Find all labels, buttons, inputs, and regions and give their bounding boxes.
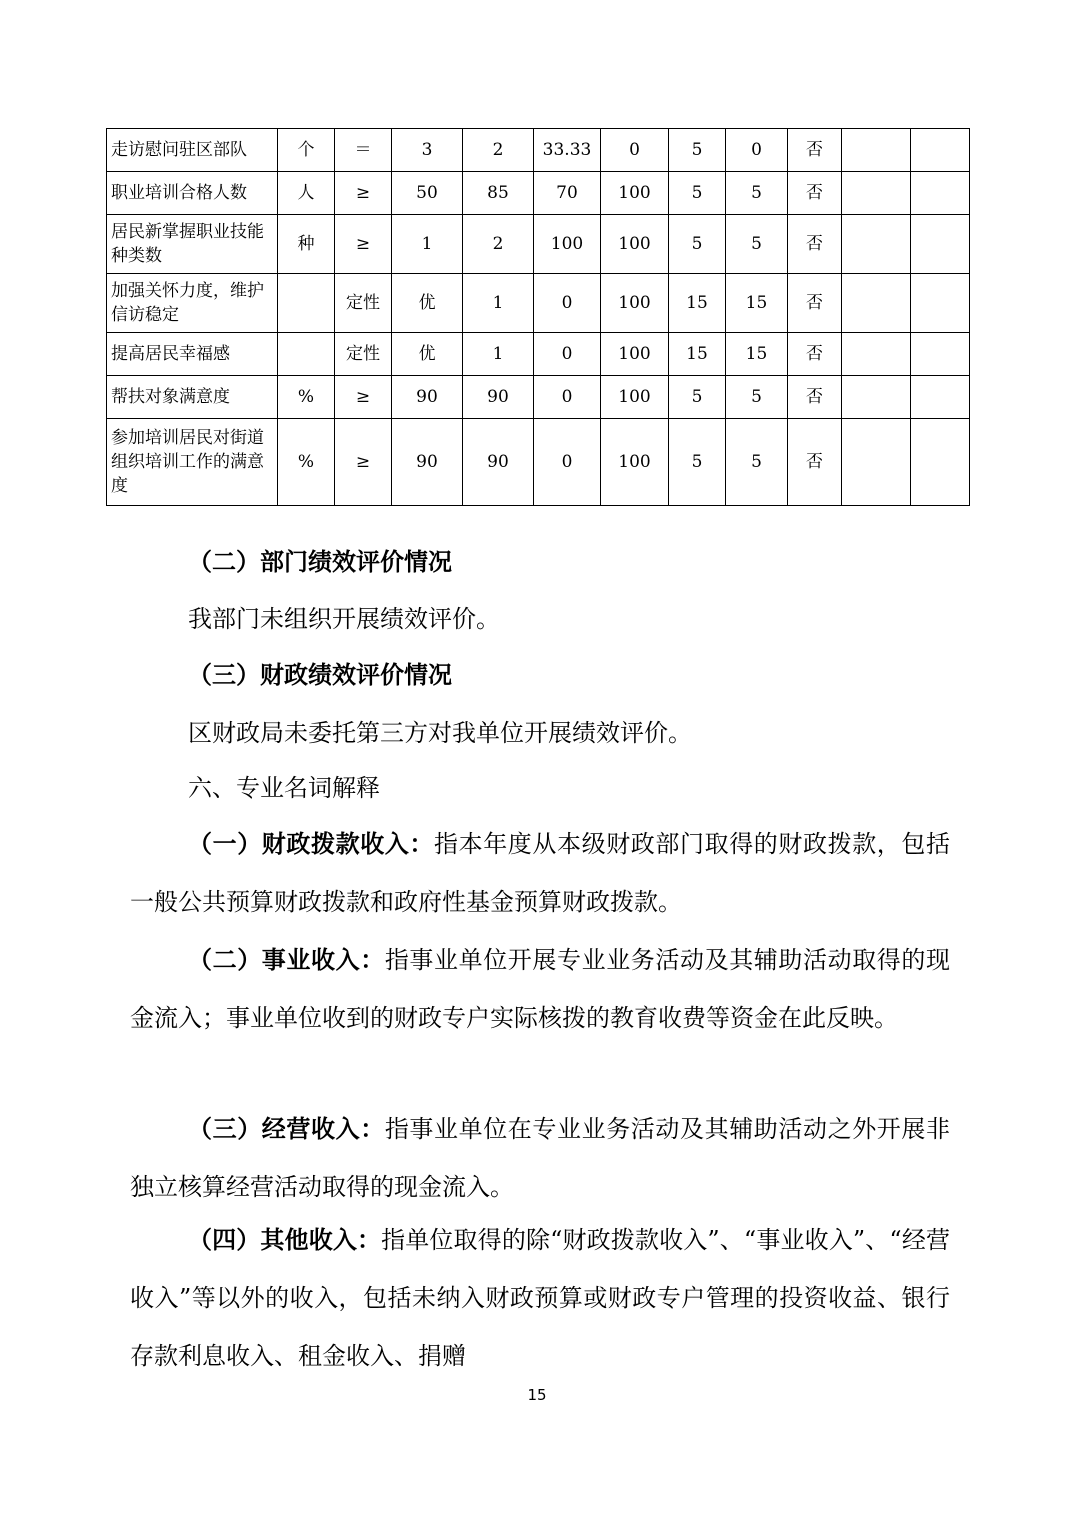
cell-target: 优 <box>392 274 463 333</box>
term-text: 指事业单位开展专业业务活动及其辅助活动取得的现金流入；事业单位收到的财政专户实际核拨的教育收费等资金在此反映。 <box>130 946 951 1032</box>
cell-flag: 否 <box>788 333 842 376</box>
term-label: （三）经营收入： <box>188 1115 385 1143</box>
cell-deviation: 0 <box>601 129 669 172</box>
table-row <box>107 274 970 333</box>
cell-rate: 0 <box>534 376 601 419</box>
cell-flag: 否 <box>788 419 842 506</box>
cell-c12 <box>911 215 970 274</box>
cell-unit: % <box>278 376 335 419</box>
term-paragraph-1 <box>130 815 950 931</box>
cell-unit: 人 <box>278 172 335 215</box>
cell-name: 帮扶对象满意度 <box>107 376 278 419</box>
cell-name: 居民新掌握职业技能种类数 <box>107 215 278 274</box>
page-number: 15 <box>527 1386 547 1404</box>
fin-eval-heading: （三）财政绩效评价情况 <box>188 661 452 689</box>
cell-c11 <box>842 376 911 419</box>
cell-unit: % <box>278 419 335 506</box>
cell-weight: 15 <box>669 274 726 333</box>
cell-unit <box>278 274 335 333</box>
cell-weight: 5 <box>669 129 726 172</box>
cell-target: 90 <box>392 419 463 506</box>
cell-name: 走访慰问驻区部队 <box>107 129 278 172</box>
cell-unit: 个 <box>278 129 335 172</box>
cell-actual: 2 <box>463 215 534 274</box>
cell-op: ≥ <box>335 172 392 215</box>
cell-weight: 5 <box>669 376 726 419</box>
cell-unit: 种 <box>278 215 335 274</box>
cell-score: 5 <box>726 419 788 506</box>
cell-name: 职业培训合格人数 <box>107 172 278 215</box>
terms-heading: 六、专业名词解释 <box>188 774 380 802</box>
table-row <box>107 419 970 506</box>
cell-actual: 90 <box>463 419 534 506</box>
table-row <box>107 129 970 172</box>
cell-c12 <box>911 274 970 333</box>
cell-weight: 15 <box>669 333 726 376</box>
cell-c12 <box>911 376 970 419</box>
fin-eval-text: 区财政局未委托第三方对我单位开展绩效评价。 <box>188 719 692 747</box>
term-paragraph-2 <box>130 931 950 1047</box>
cell-rate: 0 <box>534 274 601 333</box>
cell-target: 90 <box>392 376 463 419</box>
cell-c11 <box>842 274 911 333</box>
cell-weight: 5 <box>669 419 726 506</box>
cell-name: 提高居民幸福感 <box>107 333 278 376</box>
term-text: 指本年度从本级财政部门取得的财政拨款，包括一般公共预算财政拨款和政府性基金预算财政拨款。 <box>130 830 950 916</box>
cell-actual: 90 <box>463 376 534 419</box>
cell-rate: 100 <box>534 215 601 274</box>
cell-flag: 否 <box>788 172 842 215</box>
performance-table-body <box>107 129 970 506</box>
cell-op: ＝ <box>335 129 392 172</box>
dept-eval-text: 我部门未组织开展绩效评价。 <box>188 605 500 633</box>
cell-score: 15 <box>726 274 788 333</box>
cell-deviation: 100 <box>601 215 669 274</box>
table-row <box>107 333 970 376</box>
cell-score: 5 <box>726 215 788 274</box>
cell-op: ≥ <box>335 376 392 419</box>
cell-flag: 否 <box>788 129 842 172</box>
cell-deviation: 100 <box>601 419 669 506</box>
cell-flag: 否 <box>788 215 842 274</box>
cell-c11 <box>842 419 911 506</box>
cell-score: 0 <box>726 129 788 172</box>
cell-c12 <box>911 333 970 376</box>
cell-score: 15 <box>726 333 788 376</box>
performance-table <box>106 128 970 506</box>
term-paragraph-4 <box>130 1211 950 1385</box>
cell-c11 <box>842 129 911 172</box>
cell-rate: 33.33 <box>534 129 601 172</box>
cell-rate: 0 <box>534 333 601 376</box>
cell-deviation: 100 <box>601 172 669 215</box>
cell-c12 <box>911 129 970 172</box>
cell-target: 3 <box>392 129 463 172</box>
table-row <box>107 376 970 419</box>
cell-score: 5 <box>726 376 788 419</box>
table-row <box>107 215 970 274</box>
term-label: （四）其他收入： <box>188 1226 382 1254</box>
cell-weight: 5 <box>669 172 726 215</box>
cell-c11 <box>842 215 911 274</box>
cell-name: 参加培训居民对街道组织培训工作的满意度 <box>107 419 278 506</box>
cell-rate: 70 <box>534 172 601 215</box>
cell-target: 1 <box>392 215 463 274</box>
cell-op: ≥ <box>335 419 392 506</box>
cell-c11 <box>842 172 911 215</box>
cell-c12 <box>911 419 970 506</box>
cell-target: 50 <box>392 172 463 215</box>
cell-name: 加强关怀力度，维护信访稳定 <box>107 274 278 333</box>
cell-actual: 2 <box>463 129 534 172</box>
cell-deviation: 100 <box>601 376 669 419</box>
cell-c11 <box>842 333 911 376</box>
cell-op: 定性 <box>335 274 392 333</box>
table-row <box>107 172 970 215</box>
term-label: （一）财政拨款收入： <box>188 830 434 858</box>
cell-deviation: 100 <box>601 274 669 333</box>
term-text: 指单位取得的除“财政拨款收入”、“事业收入”、“经营收入”等以外的收入，包括未纳入财政预算或财政专户管理的投资收益、银行存款利息收入、租金收入、捐赠 <box>130 1226 950 1370</box>
cell-c12 <box>911 172 970 215</box>
cell-op: 定性 <box>335 333 392 376</box>
cell-actual: 1 <box>463 333 534 376</box>
cell-flag: 否 <box>788 274 842 333</box>
cell-score: 5 <box>726 172 788 215</box>
cell-weight: 5 <box>669 215 726 274</box>
cell-rate: 0 <box>534 419 601 506</box>
cell-flag: 否 <box>788 376 842 419</box>
term-text: 指事业单位在专业业务活动及其辅助活动之外开展非独立核算经营活动取得的现金流入。 <box>130 1115 951 1201</box>
dept-eval-heading: （二）部门绩效评价情况 <box>188 548 452 576</box>
term-label: （二）事业收入： <box>188 946 385 974</box>
cell-target: 优 <box>392 333 463 376</box>
cell-actual: 85 <box>463 172 534 215</box>
cell-actual: 1 <box>463 274 534 333</box>
cell-op: ≥ <box>335 215 392 274</box>
cell-unit <box>278 333 335 376</box>
cell-deviation: 100 <box>601 333 669 376</box>
term-paragraph-3 <box>130 1100 950 1216</box>
